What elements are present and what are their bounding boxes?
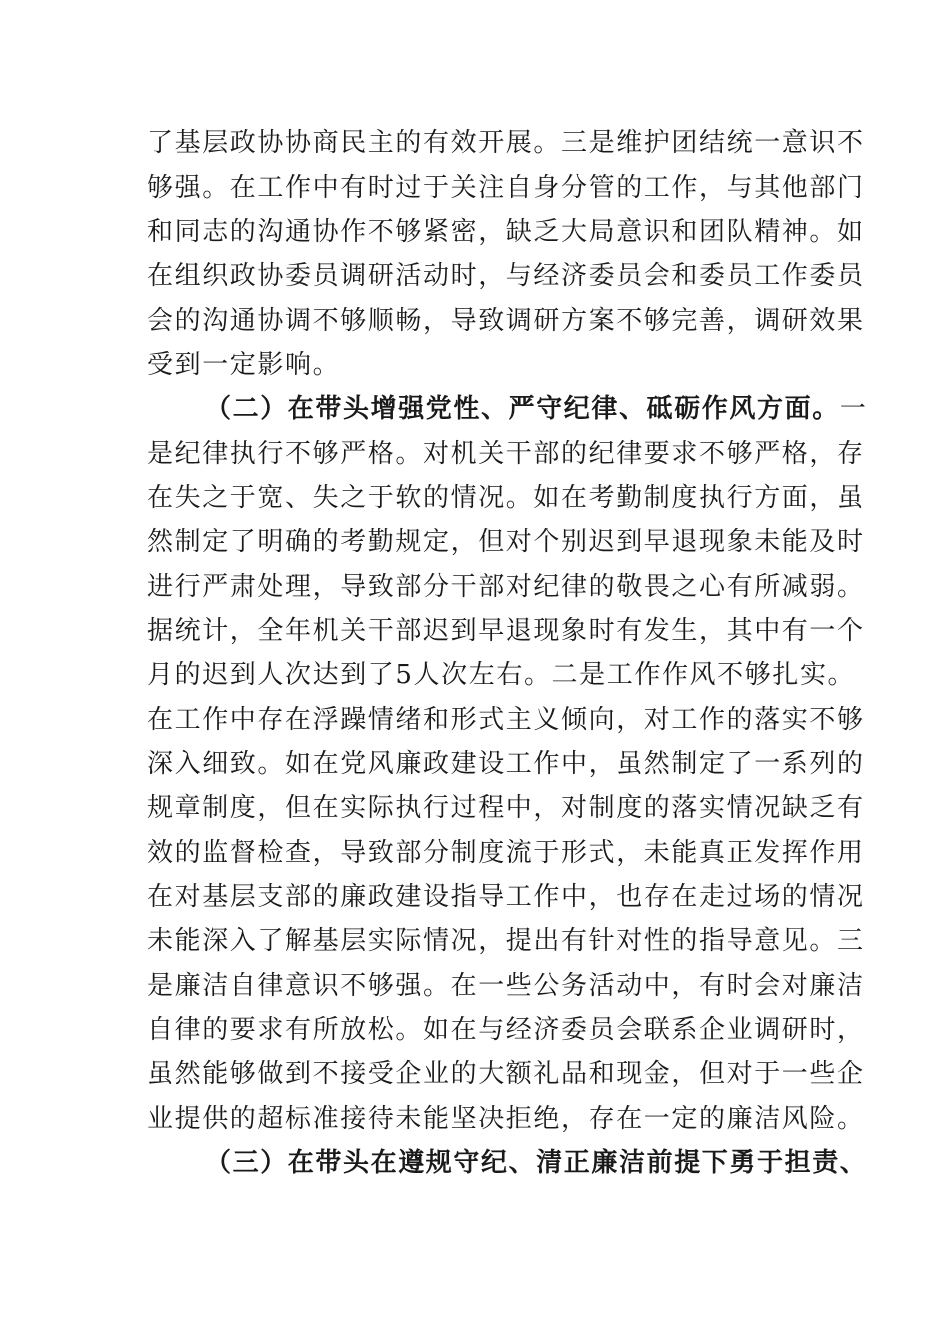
text-line: 了基层政协协商民主的有效开展。三是维护团结统一意识不 [147,128,865,158]
section-heading: （三）在带头在遵规守纪、清正廉洁前提下勇于担责、 [205,1148,868,1178]
text-line: 规章制度，但在实际执行过程中，对制度的落实情况缺乏有 [147,793,865,823]
text-line: 在失之于宽、失之于软的情况。如在考勤制度执行方面，虽 [147,483,865,513]
section-heading-line [205,1146,875,1180]
text-line: 效的监督检查，导致部分制度流于形式，未能真正发挥作用 [147,838,865,868]
text-line: 自律的要求有所放松。如在与经济委员会联系企业调研时， [147,1015,865,1045]
text-line: 在对基层支部的廉政建设指导工作中，也存在走过场的情况 [147,882,865,912]
text-line: 和同志的沟通协作不够紧密，缺乏大局意识和团队精神。如 [147,217,865,247]
section-heading-line [205,392,875,426]
text-line: 受到一定影响。 [147,350,341,380]
text-run: 一 [839,394,868,424]
text-line: 会的沟通协调不够顺畅，导致调研方案不够完善，调研效果 [147,306,865,336]
text-line: 业提供的超标准接待未能坚决拒绝，存在一定的廉洁风险。 [147,1104,865,1134]
text-line: 然制定了明确的考勤规定，但对个别迟到早退现象未能及时 [147,527,865,557]
text-line: 据统计，全年机关干部迟到早退现象时有发生，其中有一个 [147,616,865,646]
text-line: 在工作中存在浮躁情绪和形式主义倾向，对工作的落实不够 [147,705,865,735]
text-line: 是纪律执行不够严格。对机关干部的纪律要求不够严格，存 [147,439,865,469]
text-line: 够强。在工作中有时过于关注自身分管的工作，与其他部门 [147,173,865,203]
text-line: 未能深入了解基层实际情况，提出有针对性的指导意见。三 [147,926,865,956]
text-line: 月的迟到人次达到了5人次左右。二是工作作风不够扎实。 [147,660,856,690]
text-line: 是廉洁自律意识不够强。在一些公务活动中，有时会对廉洁 [147,971,865,1001]
text-line: 虽然能够做到不接受企业的大额礼品和现金，但对于一些企 [147,1059,865,1089]
text-line: 深入细致。如在党风廉政建设工作中，虽然制定了一系列的 [147,749,865,779]
text-line: 进行严肃处理，导致部分干部对纪律的敬畏之心有所减弱。 [147,572,865,602]
section-heading: （二）在带头增强党性、严守纪律、砥砺作风方面。 [205,394,840,424]
text-line: 在组织政协委员调研活动时，与经济委员会和委员工作委员 [147,261,865,291]
